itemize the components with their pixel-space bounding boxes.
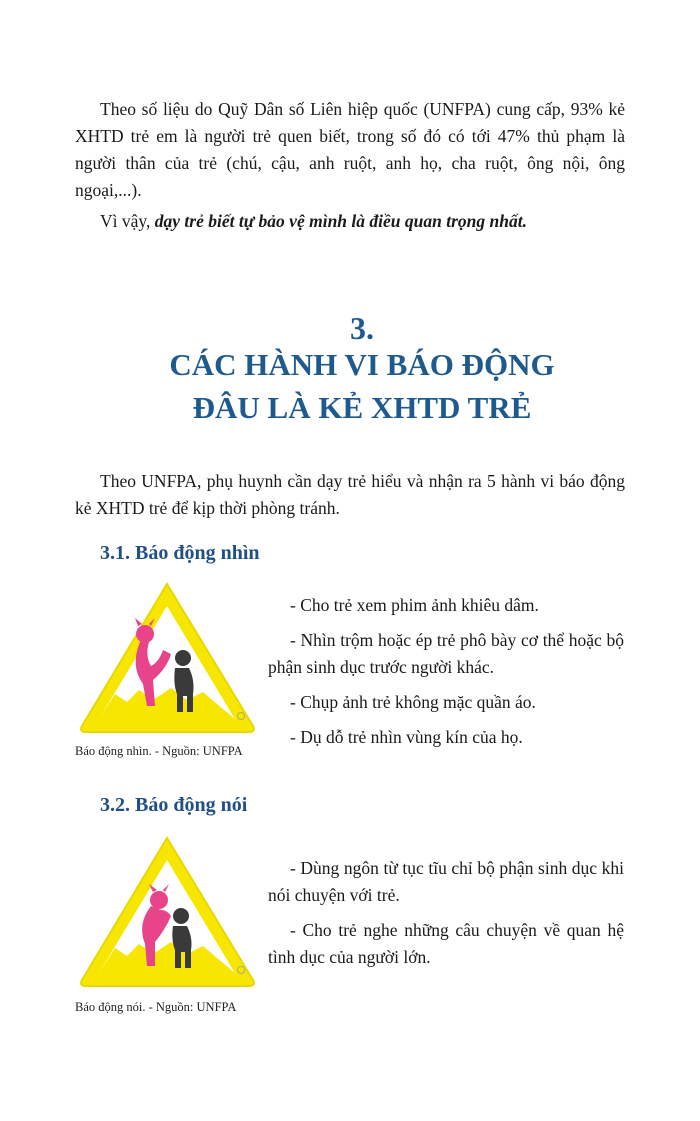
section-number: 3.	[350, 310, 374, 346]
warning-sign-talk-illustration	[75, 830, 260, 990]
list-item: - Cho trẻ nghe những câu chuyện về quan hệ tình dục của người lớn.	[268, 920, 624, 967]
list-item: - Chụp ảnh trẻ không mặc quần áo.	[290, 692, 536, 712]
bullet-list-noi	[268, 855, 624, 979]
figure-caption-noi: Báo động nói. - Nguồn: UNFPA	[75, 1000, 237, 1014]
conclusion-lead: Vì vậy,	[100, 211, 155, 231]
list-item: - Nhìn trộm hoặc ép trẻ phô bày cơ thể hoặc bộ phận sinh dục trước người khác.	[268, 630, 624, 677]
warning-sign-look-illustration	[75, 576, 260, 736]
subsection-heading-noi: 3.2. Báo động nói	[100, 794, 248, 816]
list-item: - Cho trẻ xem phim ảnh khiêu dâm.	[290, 595, 539, 615]
figure-caption-nhin: Báo động nhìn. - Nguồn: UNFPA	[75, 744, 243, 758]
list-item: - Dùng ngôn từ tục tĩu chỉ bộ phận sinh dục khi nói chuyện với trẻ.	[268, 858, 624, 905]
section-intro-paragraph: Theo UNFPA, phụ huynh cần dạy trẻ hiểu và nhận ra 5 hành vi báo động kẻ XHTD trẻ để kịp thời phòng tránh.	[75, 471, 625, 518]
list-item: - Dụ dỗ trẻ nhìn vùng kín của họ.	[290, 727, 523, 747]
section-title-line2: ĐÂU LÀ KẺ XHTD TRẺ	[192, 390, 532, 425]
conclusion-emphasis: dạy trẻ biết tự bảo vệ mình là điều quan trọng nhất.	[154, 211, 527, 231]
subsection-heading-nhin: 3.1. Báo động nhìn	[100, 542, 260, 564]
section-title-line1: CÁC HÀNH VI BÁO ĐỘNG	[169, 347, 555, 382]
bullet-list-nhin	[268, 592, 624, 759]
conclusion-paragraph	[75, 208, 625, 235]
intro-paragraph: Theo số liệu do Quỹ Dân số Liên hiệp quốc (UNFPA) cung cấp, 93% kẻ XHTD trẻ em là người trẻ quen biết, trong số đó có tới 47% thủ phạm là người thân của trẻ (chú, cậu, anh ruột, anh họ, cha ruột, ông nội, ông ngoại,...).	[75, 99, 625, 200]
